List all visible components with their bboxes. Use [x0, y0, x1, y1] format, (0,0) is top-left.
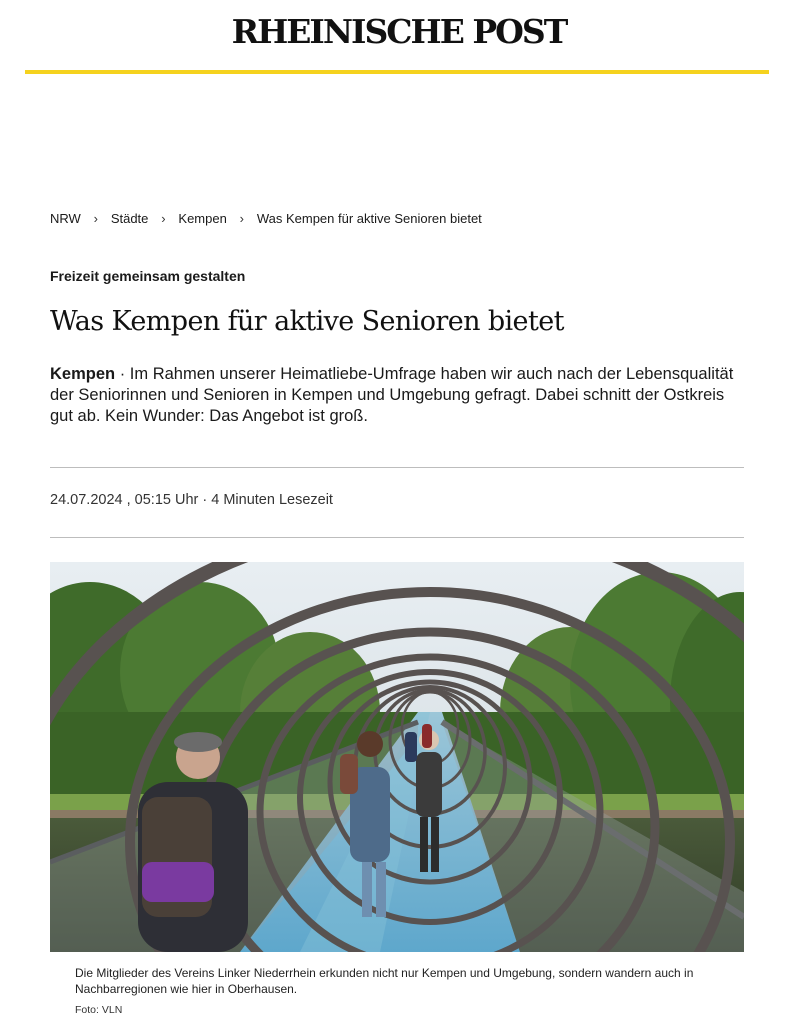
image-credit: Foto: VLN: [75, 1004, 123, 1016]
header-accent-bar: [25, 70, 769, 74]
article-image[interactable]: [50, 562, 744, 952]
reading-time: 4 Minuten Lesezeit: [211, 492, 333, 508]
publish-date: 24.07.2024: [50, 492, 123, 508]
breadcrumb-item-current: Was Kempen für aktive Senioren bietet: [256, 211, 482, 226]
divider: [50, 467, 744, 468]
chevron-right-icon: ›: [239, 211, 244, 226]
teaser-separator: ·: [119, 365, 126, 383]
teaser-text: Im Rahmen unserer Heimatliebe-Umfrage haben wir auch nach der Lebensqualität der Seniorinnen und Senioren in Kempen und Umgebung gefragt. Dabei schnitt der Ostkreis gut ab. Kein Wunder: Das Angebot ist groß.: [50, 365, 734, 425]
article-meta: 24.07.2024 , 05:15 Uhr · 4 Minuten Lesezeit: [50, 492, 333, 508]
image-caption: Die Mitglieder des Vereins Linker Niederrhein erkunden nicht nur Kempen und Umgebung, sondern wandern auch in Nachbarregionen wie hier in Oberhausen.: [75, 966, 694, 996]
divider: [50, 537, 744, 538]
article-kicker: Freizeit gemeinsam gestalten: [50, 268, 246, 284]
bridge-photo: [50, 562, 744, 952]
breadcrumb-item-staedte[interactable]: Städte: [110, 211, 149, 226]
breadcrumb-item-kempen[interactable]: Kempen: [178, 211, 227, 226]
chevron-right-icon: ›: [93, 211, 98, 226]
breadcrumb-item-nrw[interactable]: NRW: [50, 211, 81, 226]
article-teaser: [50, 364, 750, 427]
publish-time: 05:15 Uhr: [134, 492, 199, 508]
brand-logo[interactable]: RHEINISCHE POST: [231, 12, 567, 51]
article-title: Was Kempen für aktive Senioren bietet: [50, 306, 564, 337]
site-header: [0, 0, 798, 75]
breadcrumb: [50, 210, 482, 228]
article-location: Kempen: [50, 365, 116, 383]
chevron-right-icon: ›: [161, 211, 166, 226]
